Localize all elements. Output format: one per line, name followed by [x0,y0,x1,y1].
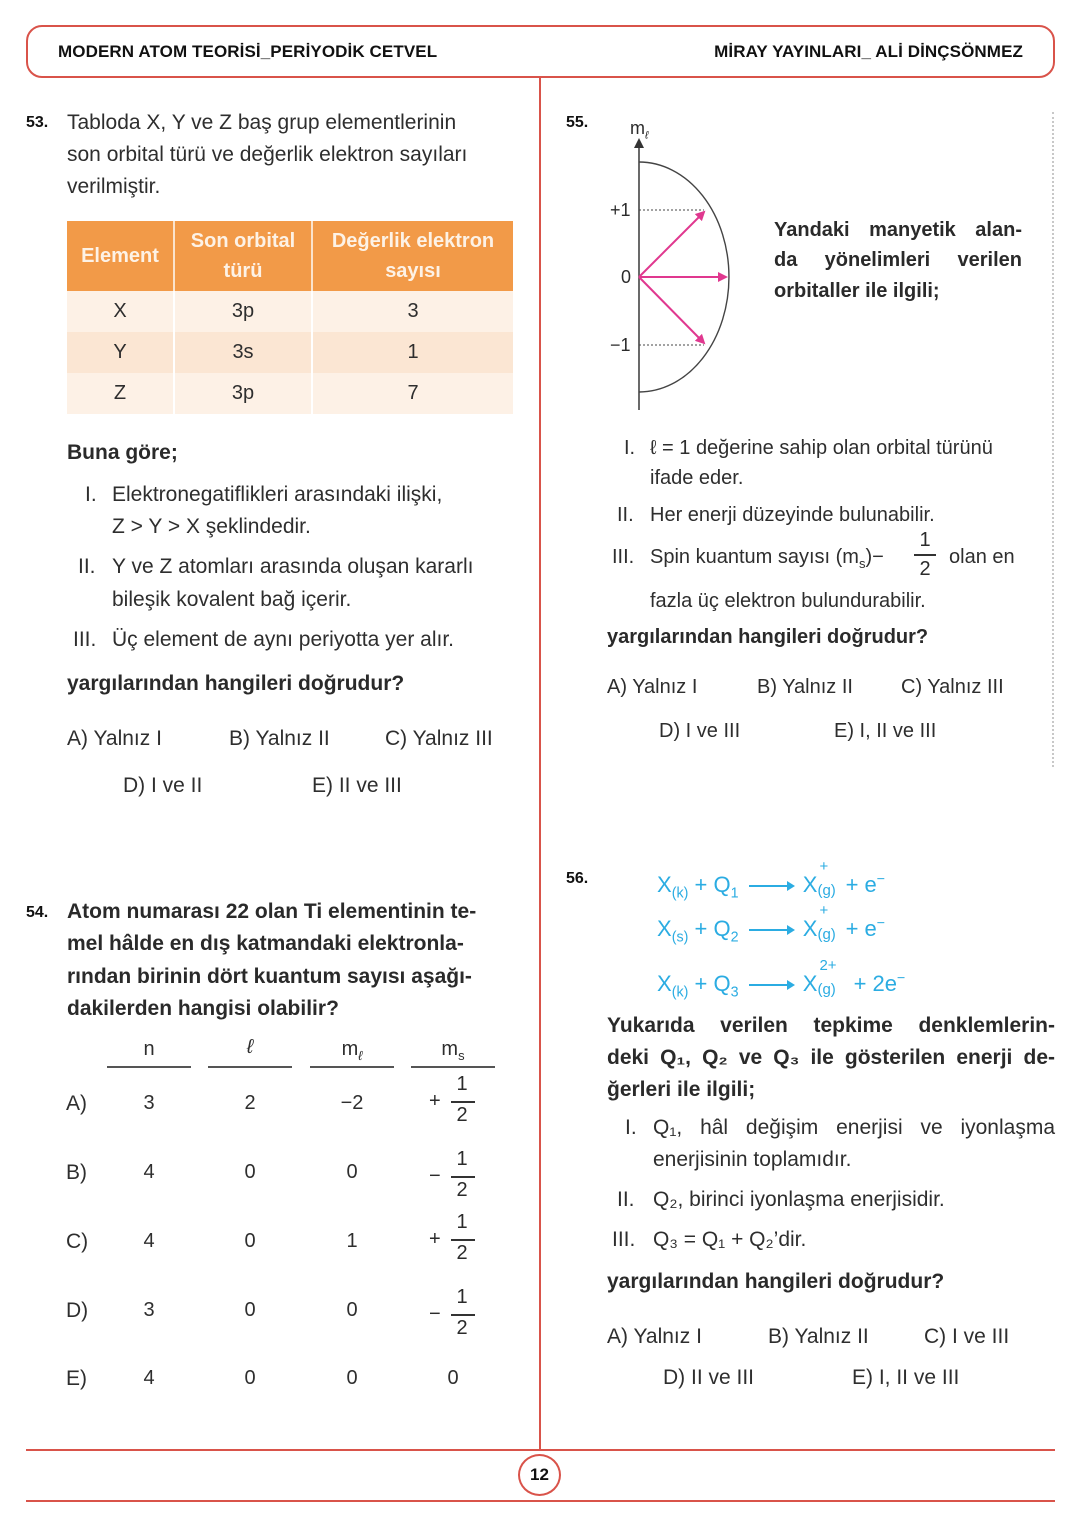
q54-d-l: 0 [244,1299,256,1321]
q56-statement-1-line-1: Q₁, hâl değişim enerjisi ve iyonlaşma [653,1116,1055,1139]
q54-c-ms-fraction: + 1 2 [411,1211,495,1271]
col-header-ml: $m_\ell$ [341,1038,363,1063]
q53-question: yargılarından hangileri doğrudur? [67,672,405,695]
q53-statement-3-line-1: Üç element de aynı periyotta yer alır. [112,628,454,651]
q53-roman-1: I. [85,483,97,506]
q56-stem-line-1: Yukarıda verilen tepkime denklemlerin- [607,1014,1055,1037]
diagram-axis-label: $m_\ell$ [630,118,649,142]
q56-statement-2-line-1: Q₂, birinci iyonlaşma enerjisidir. [653,1188,945,1211]
table-cell: 7 [312,373,513,414]
q55-roman-3: III. [612,546,635,568]
q53-option-b[interactable]: B) Yalnız II [229,727,330,750]
q56-option-d[interactable]: D) II ve III [663,1366,755,1389]
q55-side-line-2: da yönelimleri verilen [774,249,1022,271]
question-number-53: 53. [26,114,49,131]
reaction-equation-1: $X_{(k)} + Q_1$ X + (g) + e− [657,858,886,902]
q54-d-ms-fraction: − 1 2 [411,1286,495,1346]
page-number: 12 [518,1454,561,1496]
table-cell: 1 [312,332,513,373]
q55-roman-1: I. [624,437,636,459]
table-cell: Y [67,332,174,373]
q53-stem-line-3: verilmiştir. [67,175,161,198]
q55-statement-3-after: olan en [949,546,1015,568]
q54-d-n: 3 [143,1299,155,1321]
q56-statement-3-line-1: Q₃ = Q₁ + Q₂’dir. [653,1228,807,1251]
table-cell: 3s [174,332,312,373]
page-header [26,25,1055,78]
diagram-tick-minus1: −1 [610,335,631,355]
q55-side-line-1: Yandaki manyetik alan- [774,219,1022,241]
q54-a-ms-fraction: + 1 2 [411,1073,495,1133]
q53-roman-3: III. [73,628,97,651]
q55-option-a[interactable]: A) Yalnız I [607,676,698,698]
q55-roman-2: II. [617,504,634,526]
q54-stem-line-2: mel hâlde en dış katmandaki elektronla- [67,932,464,955]
q56-option-b[interactable]: B) Yalnız II [768,1325,869,1348]
q53-roman-2: II. [78,555,96,578]
q54-option-e[interactable]: E) [66,1367,87,1390]
magnetic-orientation-diagram [600,115,750,415]
q54-a-l: 2 [244,1092,256,1114]
q53-statement-1-line-2: Z > Y > X şeklindedir. [112,515,311,538]
reaction-arrow-icon [749,929,793,931]
reaction-arrow-icon [749,885,793,887]
q56-roman-3: III. [612,1228,636,1251]
q53-stem-line-2: son orbital türü ve değerlik elektron sayıları [67,143,468,166]
q55-option-e[interactable]: E) I, II ve III [834,720,937,742]
q54-e-l: 0 [244,1367,256,1389]
q54-option-d[interactable]: D) [66,1299,89,1322]
q55-question: yargılarından hangileri doğrudur? [607,626,929,648]
diagram-tick-plus1: +1 [610,200,631,220]
q54-a-ml: −2 [340,1092,364,1114]
margin-dotted-line [1052,112,1054,767]
header-publisher: MİRAY YAYINLARI_ ALİ DİNÇSÖNMEZ [714,41,1023,61]
table-header-valence: Değerlik elektron sayısı [312,221,513,291]
table-cell: 3p [174,291,312,332]
q56-stem-line-2: deki Q₁, Q₂ ve Q₃ ile gösterilen enerji de- [607,1046,1055,1069]
q54-b-n: 4 [143,1161,155,1183]
q53-statement-1-line-1: Elektronegatiflikleri arasındaki ilişki, [112,483,443,506]
question-number-54: 54. [26,904,49,921]
q56-stem-line-3: ğerleri ile ilgili; [607,1078,756,1101]
col-underline [310,1066,394,1068]
q53-lead: Buna göre; [67,441,178,464]
q54-c-ml: 1 [346,1230,358,1252]
q55-statement-2-line-1: Her enerji düzeyinde bulunabilir. [650,504,935,526]
col-underline [208,1066,292,1068]
footer-rule-top [26,1449,1055,1451]
q54-stem-line-1: Atom numarası 22 olan Ti elementinin te- [67,900,477,923]
q55-option-b[interactable]: B) Yalnız II [757,676,853,698]
q55-statement-3-line-1: Spin kuantum sayısı $(m_s)-$ [650,546,884,571]
q53-option-d[interactable]: D) I ve II [123,774,203,797]
q55-side-line-3: orbitaller ile ilgili; [774,280,940,302]
col-header-ms: $m_s$ [441,1038,465,1063]
q54-e-ml: 0 [346,1367,358,1389]
q54-b-ml: 0 [346,1161,358,1183]
q53-statement-2-line-2: bileşik kovalent bağ içerir. [112,588,352,611]
q56-option-e[interactable]: E) I, II ve III [852,1366,960,1389]
reaction-equation-2: $X_{(s)} + Q_2$ X + (g) + e− [657,902,886,946]
table-row [67,373,513,414]
q56-roman-2: II. [617,1188,635,1211]
reaction-equation-3: $X_{(k)} + Q_3$ X 2+ (g) + 2e− [657,957,906,1001]
table-row [67,291,513,332]
q54-b-l: 0 [244,1161,256,1183]
table-header-element: Element [67,221,174,291]
q56-option-a[interactable]: A) Yalnız I [607,1325,702,1348]
diagram-tick-0: 0 [621,267,632,287]
footer-rule-bottom [26,1500,1055,1502]
q56-statement-1-line-2: enerjisinin toplamıdır. [653,1148,852,1171]
table-cell: X [67,291,174,332]
question-number-55: 55. [566,114,589,131]
q55-option-c[interactable]: C) Yalnız III [901,676,1004,698]
q53-option-e[interactable]: E) II ve III [312,774,402,797]
q54-c-n: 4 [143,1230,155,1252]
q55-spin-fraction: 1 2 [914,529,936,585]
q55-statement-1-line-2: ifade eder. [650,467,744,489]
q54-stem-line-3: rından birinin dört kuantum sayısı aşağı- [67,965,472,988]
q54-e-n: 4 [143,1367,155,1389]
q56-roman-1: I. [625,1116,637,1139]
q56-option-c[interactable]: C) I ve III [924,1325,1010,1348]
q54-d-ml: 0 [346,1299,358,1321]
table-cell: 3p [174,373,312,414]
q56-question: yargılarından hangileri doğrudur? [607,1270,945,1293]
table-cell: Z [67,373,174,414]
table-header-orbital: Son orbital türü [174,221,312,291]
q54-option-c[interactable]: C) [66,1230,89,1253]
col-header-n: n [143,1038,155,1060]
table-row [67,332,513,373]
element-table [67,221,513,414]
q55-statement-1-line-1: ℓ = 1 değerine sahip olan orbital türünü [650,437,993,459]
q53-statement-2-line-1: Y ve Z atomları arasında oluşan kararlı [112,555,474,578]
q55-option-d[interactable]: D) I ve III [659,720,741,742]
q54-b-ms-fraction: − 1 2 [411,1148,495,1208]
table-cell: 3 [312,291,513,332]
q54-a-n: 3 [143,1092,155,1114]
q53-stem-line-1: Tabloda X, Y ve Z baş grup elementlerinin [67,111,457,134]
header-topic-title: MODERN ATOM TEORİSİ_PERİYODİK CETVEL [58,41,438,61]
reaction-arrow-icon [749,984,793,986]
q55-statement-3-line-2: fazla üç elektron bulundurabilir. [650,590,926,612]
q53-option-a[interactable]: A) Yalnız I [67,727,162,750]
q54-option-a[interactable]: A) [66,1092,87,1115]
q54-stem-line-4: dakilerden hangisi olabilir? [67,997,339,1020]
q53-option-c[interactable]: C) Yalnız III [385,727,493,750]
col-underline [107,1066,191,1068]
col-underline [411,1066,495,1068]
question-number-56: 56. [566,870,589,887]
q54-e-ms: 0 [447,1367,459,1389]
column-divider [539,78,541,1450]
q54-option-b[interactable]: B) [66,1161,87,1184]
col-header-l: ℓ [246,1036,254,1058]
q54-c-l: 0 [244,1230,256,1252]
